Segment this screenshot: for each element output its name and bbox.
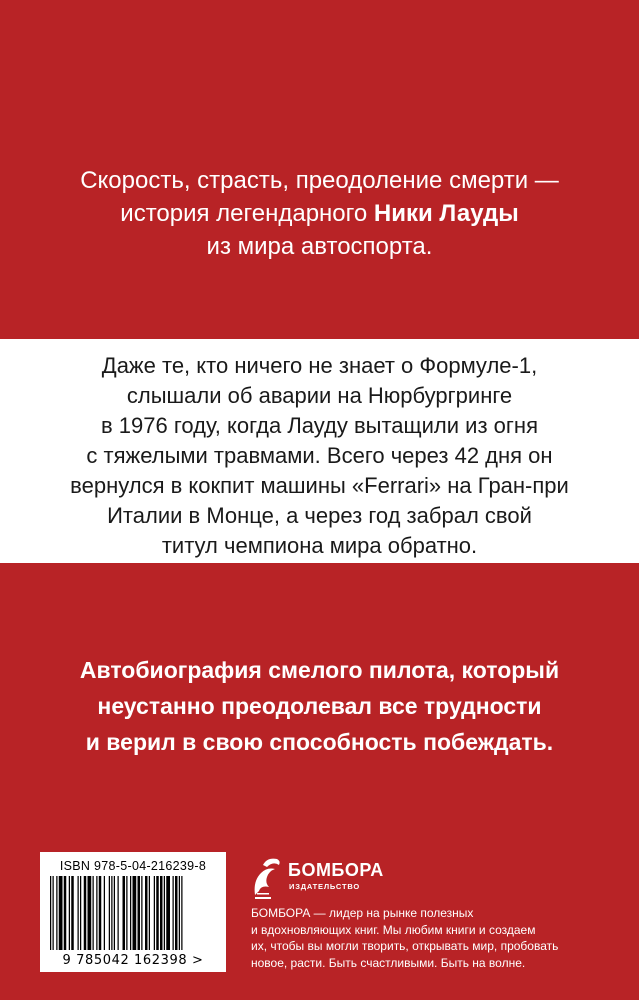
- blurb-line: Даже те, кто ничего не знает о Формуле-1,: [101, 353, 538, 378]
- description-blurb: [20, 351, 619, 561]
- publisher-subtitle: ИЗДАТЕЛЬСТВО: [289, 882, 360, 891]
- publisher-description: [251, 905, 611, 971]
- blurb-line: с тяжелыми травмами. Всего через 42 дня он: [86, 443, 553, 468]
- tagline-line-2: [20, 197, 619, 230]
- publisher-description-line: новое, расти. Быть счастливыми. Быть на волне.: [251, 955, 526, 970]
- publisher-description-line: их, чтобы вы могли творить, открывать мир, пробовать: [251, 939, 559, 953]
- blurb-line: слышали об аварии на Нюрбургринге: [126, 383, 513, 408]
- publisher-name: БОМБОРА: [288, 860, 384, 880]
- isbn-barcode-block: [40, 852, 226, 972]
- blurb-line: титул чемпиона мира обратно.: [161, 533, 478, 558]
- blurb-line: вернулся в кокпит машины «Ferrari» на Гран-при: [70, 473, 569, 498]
- summary-line: неустанно преодолевал все трудности: [97, 693, 542, 719]
- summary-line: и верил в свою способность побеждать.: [85, 729, 554, 755]
- isbn-label: ISBN 978-5-04-216239-8: [59, 859, 207, 873]
- tagline-line-3: из мира автоспорта.: [206, 233, 433, 260]
- barcode-digits: 9 785042 162398 >: [62, 953, 204, 968]
- publisher-description-line: и вдохновляющих книг. Мы любим книги и создаем: [251, 922, 536, 937]
- summary-line: Автобиография смелого пилота, который: [79, 657, 560, 683]
- blurb-line: в 1976 году, когда Лауду вытащили из огня: [101, 413, 538, 438]
- tagline-line-2-text: история легендарного: [120, 200, 374, 227]
- tagline-highlight-name: Ники Лауды: [373, 200, 519, 227]
- blurb-line: Италии в Монце, а через год забрал свой: [107, 503, 532, 528]
- book-summary: [20, 652, 619, 760]
- tagline: [20, 164, 619, 263]
- publisher-description-line: БОМБОРА — лидер на рынке полезных: [251, 906, 474, 920]
- tagline-line-1: Скорость, страсть, преодоление смерти —: [80, 167, 559, 194]
- barcode-icon: [48, 876, 218, 952]
- bombora-wave-logo-icon: [251, 855, 283, 906]
